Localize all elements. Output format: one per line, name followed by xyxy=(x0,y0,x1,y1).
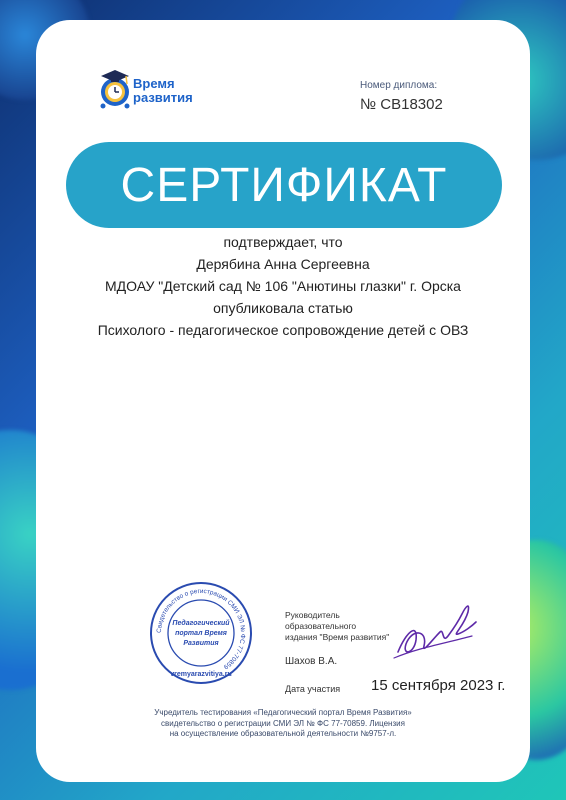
svg-text:Развития: Развития xyxy=(183,640,219,647)
signatory-name: Шахов В.А. xyxy=(285,656,338,667)
diploma-number: № СВ18302 xyxy=(360,96,443,113)
body-line-confirm: подтверждает, что xyxy=(223,234,343,250)
svg-text:развития: развития xyxy=(133,90,193,105)
svg-text:vremyarazvitiya.ru: vremyarazvitiya.ru xyxy=(170,671,232,678)
institution: МДОАУ "Детский сад № 106 "Анютины глазки" г. Орска xyxy=(105,278,461,294)
signature-icon xyxy=(388,592,480,670)
svg-text:Свидетельство о регистрации СМ: Свидетельство о регистрации СМИ ЭЛ № ФС 77-70859 xyxy=(155,587,247,671)
certificate-title: СЕРТИФИКАТ xyxy=(120,158,448,212)
certificate-card xyxy=(36,20,530,782)
article-title: Психолого - педагогическое сопровождение детей с ОВЗ xyxy=(97,322,469,338)
official-stamp xyxy=(148,580,254,686)
date-label: Дата участия xyxy=(285,684,341,694)
recipient-name: Дерябина Анна Сергеевна xyxy=(196,256,370,272)
svg-text:Педагогический: Педагогический xyxy=(172,620,230,627)
body-line-published: опубликовала статью xyxy=(213,300,353,316)
stamp-seal-icon xyxy=(148,580,254,686)
clock-logo-icon xyxy=(93,62,243,132)
participation-date: 15 сентября 2023 г. xyxy=(371,677,506,694)
title-banner xyxy=(66,142,502,228)
svg-text:Время: Время xyxy=(133,76,175,91)
svg-text:портал Время: портал Время xyxy=(175,630,227,637)
diploma-number-label: Номер диплома: xyxy=(360,80,438,91)
signatory-title: Руководитель образовательного издания "Время развития" xyxy=(285,610,390,642)
brand-logo xyxy=(93,62,243,132)
footer-note: Учредитель тестирования «Педагогический портал Время Развития» свидетельство о регистрации СМИ ЭЛ № ФС 77-70859. Лицензия на осуществление образовательной деятельности №9757-л. xyxy=(154,708,412,738)
